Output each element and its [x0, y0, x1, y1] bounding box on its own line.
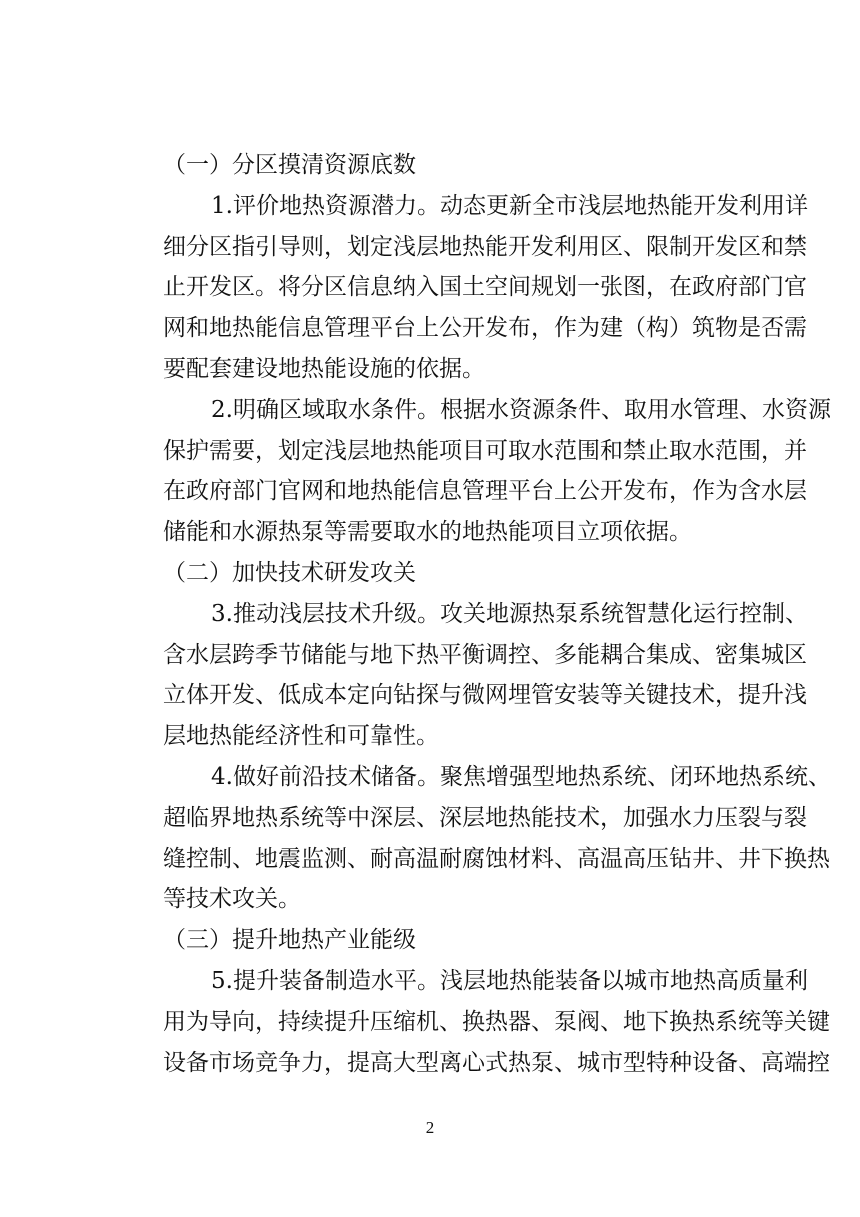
section-heading-2: （二）加快技术研发攻关 [163, 559, 416, 586]
paragraph-line: 5.提升装备制造水平。浅层地热能装备以城市地热高质量利 [211, 967, 808, 994]
paragraph-5 [115, 961, 830, 1083]
document-body [115, 145, 831, 1083]
paragraph-4 [115, 757, 831, 920]
paragraph-line: 4.做好前沿技术储备。聚焦增强型地热系统、闭环地热系统、 [211, 763, 831, 790]
paragraph-line: 超临界地热系统等中深层、深层地热能技术，加强水力压裂与裂 [163, 804, 807, 831]
paragraph-line: 含水层跨季节储能与地下热平衡调控、多能耦合集成、密集城区 [163, 641, 807, 668]
paragraph-line: 细分区指引导则，划定浅层地热能开发利用区、限制开发区和禁 [163, 233, 807, 260]
page-number: 2 [425, 1118, 435, 1137]
section-heading-3: （三）提升地热产业能级 [163, 927, 416, 954]
paragraph-line: 缝控制、地震监测、耐高温耐腐蚀材料、高温高压钻井、井下换热 [163, 845, 830, 872]
paragraph-line: 网和地热能信息管理平台上公开发布，作为建（构）筑物是否需 [163, 315, 807, 342]
paragraph-line: 用为导向，持续提升压缩机、换热器、泵阀、地下换热系统等关键 [163, 1008, 830, 1035]
paragraph-line: 1.评价地热资源潜力。动态更新全市浅层地热能开发利用详 [211, 192, 808, 219]
paragraph-2 [115, 390, 831, 553]
paragraph-line: 要配套建设地热能设施的依据。 [163, 355, 485, 382]
paragraph-line: 保护需要，划定浅层地热能项目可取水范围和禁止取水范围，并 [163, 437, 807, 464]
paragraph-line: 等技术攻关。 [163, 886, 301, 913]
paragraph-line: 2.明确区域取水条件。根据水资源条件、取用水管理、水资源 [211, 396, 831, 423]
paragraph-line: 3.推动浅层技术升级。攻关地源热泵系统智慧化运行控制、 [211, 600, 808, 627]
paragraph-line: 设备市场竞争力，提高大型离心式热泵、城市型特种设备、高端控 [163, 1049, 830, 1076]
paragraph-line: 储能和水源热泵等需要取水的地热能项目立项依据。 [163, 519, 692, 546]
paragraph-3 [115, 594, 808, 757]
paragraph-line: 层地热能经济性和可靠性。 [163, 723, 439, 750]
paragraph-1 [115, 186, 808, 390]
paragraph-line: 止开发区。将分区信息纳入国土空间规划一张图，在政府部门官 [163, 274, 807, 301]
paragraph-line: 在政府部门官网和地热能信息管理平台上公开发布，作为含水层 [163, 478, 807, 505]
paragraph-line: 立体开发、低成本定向钻探与微网埋管安装等关键技术，提升浅 [163, 682, 807, 709]
section-heading-1: （一）分区摸清资源底数 [163, 152, 416, 178]
